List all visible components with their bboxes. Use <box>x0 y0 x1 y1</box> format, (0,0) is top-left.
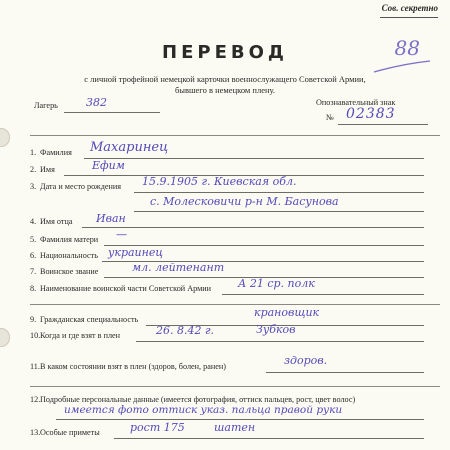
field-captured-line <box>136 341 424 342</box>
secrecy-underline <box>380 17 438 18</box>
field-birth-line <box>134 192 424 193</box>
badge-value: 02383 <box>346 106 396 122</box>
field-rank-label: 7. Воинское звание <box>30 267 99 276</box>
subtitle-line-1: с личной трофейной немецкой карточки военнослужащего Советской Армии, <box>84 74 366 84</box>
punch-hole-bottom <box>0 328 10 347</box>
field-condition-label: 11.В каком состоянии взят в плен (здоров, болен, ранен) <box>30 362 227 371</box>
field-features-label: 13.Особые приметы <box>30 428 100 437</box>
secrecy-mark: Сов. секретно <box>381 3 438 13</box>
field-personal-label: 12.Подробные персональные данные (имеется фотография, оттиск пальцев, рост, цвет волос) <box>30 395 356 404</box>
header-divider <box>30 135 440 136</box>
field-name-value: Ефим <box>92 159 125 172</box>
field-nationality-value: украинец <box>108 246 164 259</box>
camp-line <box>64 112 160 113</box>
field-name-label: 2. Имя <box>30 165 55 174</box>
field-mother-value: — <box>116 228 127 241</box>
subtitle-line-2: бывшего в немецком плену. <box>174 85 276 95</box>
camp-label: Лагерь <box>34 101 58 110</box>
field-profession-label: 9. Гражданская специальность <box>30 315 139 324</box>
field-features-hair: шатен <box>214 421 256 434</box>
field-nationality-label: 6. Национальность <box>30 251 98 260</box>
field-features-height: рост 175 <box>130 421 185 434</box>
field-condition-line <box>266 372 424 373</box>
field-father-value: Иван <box>96 212 126 225</box>
handwritten-annotation: 88 <box>394 36 420 60</box>
field-captured-date: 26. 8.42 г. <box>156 324 215 337</box>
field-birth-label: 3. Дата и место рождения <box>30 182 122 191</box>
field-rank-value: мл. лейтенант <box>132 261 225 274</box>
lower-divider <box>30 386 440 387</box>
field-unit-line <box>222 294 424 295</box>
field-mother-label: 5. Фамилия матери <box>30 235 99 244</box>
field-birth-value-2: с. Молесковичи р-н М. Басунова <box>150 195 339 208</box>
badge-no: № <box>326 113 334 122</box>
middle-divider <box>30 304 440 305</box>
field-surname-label: 1. Фамилия <box>30 148 72 157</box>
field-captured-label: 10.Когда и где взят в плен <box>30 331 121 340</box>
field-surname-line <box>84 158 424 159</box>
field-unit-label: 8. Наименование воинской части Советской Армии <box>30 284 212 293</box>
document-title: ПЕРЕВОД <box>162 42 288 63</box>
field-surname-value: Махаринец <box>90 140 169 155</box>
field-personal-line <box>56 419 424 420</box>
field-father-label: 4. Имя отца <box>30 217 73 226</box>
badge-label: Опознавательный знак <box>316 98 396 107</box>
field-unit-value: А 21 ср. полк <box>238 277 315 290</box>
camp-value: 382 <box>86 96 107 109</box>
field-captured-place: Зубков <box>256 323 296 336</box>
field-profession-value: крановщик <box>254 306 320 319</box>
punch-hole-top <box>0 128 10 147</box>
field-personal-value: имеется фото оттиск указ. пальца правой руки <box>64 404 343 416</box>
field-birth-value: 15.9.1905 г. Киевская обл. <box>142 175 297 188</box>
badge-line <box>338 124 428 125</box>
field-birth-line-2 <box>134 211 424 212</box>
field-features-line <box>114 438 424 439</box>
field-father-line <box>82 227 424 228</box>
field-condition-value: здоров. <box>284 354 328 367</box>
